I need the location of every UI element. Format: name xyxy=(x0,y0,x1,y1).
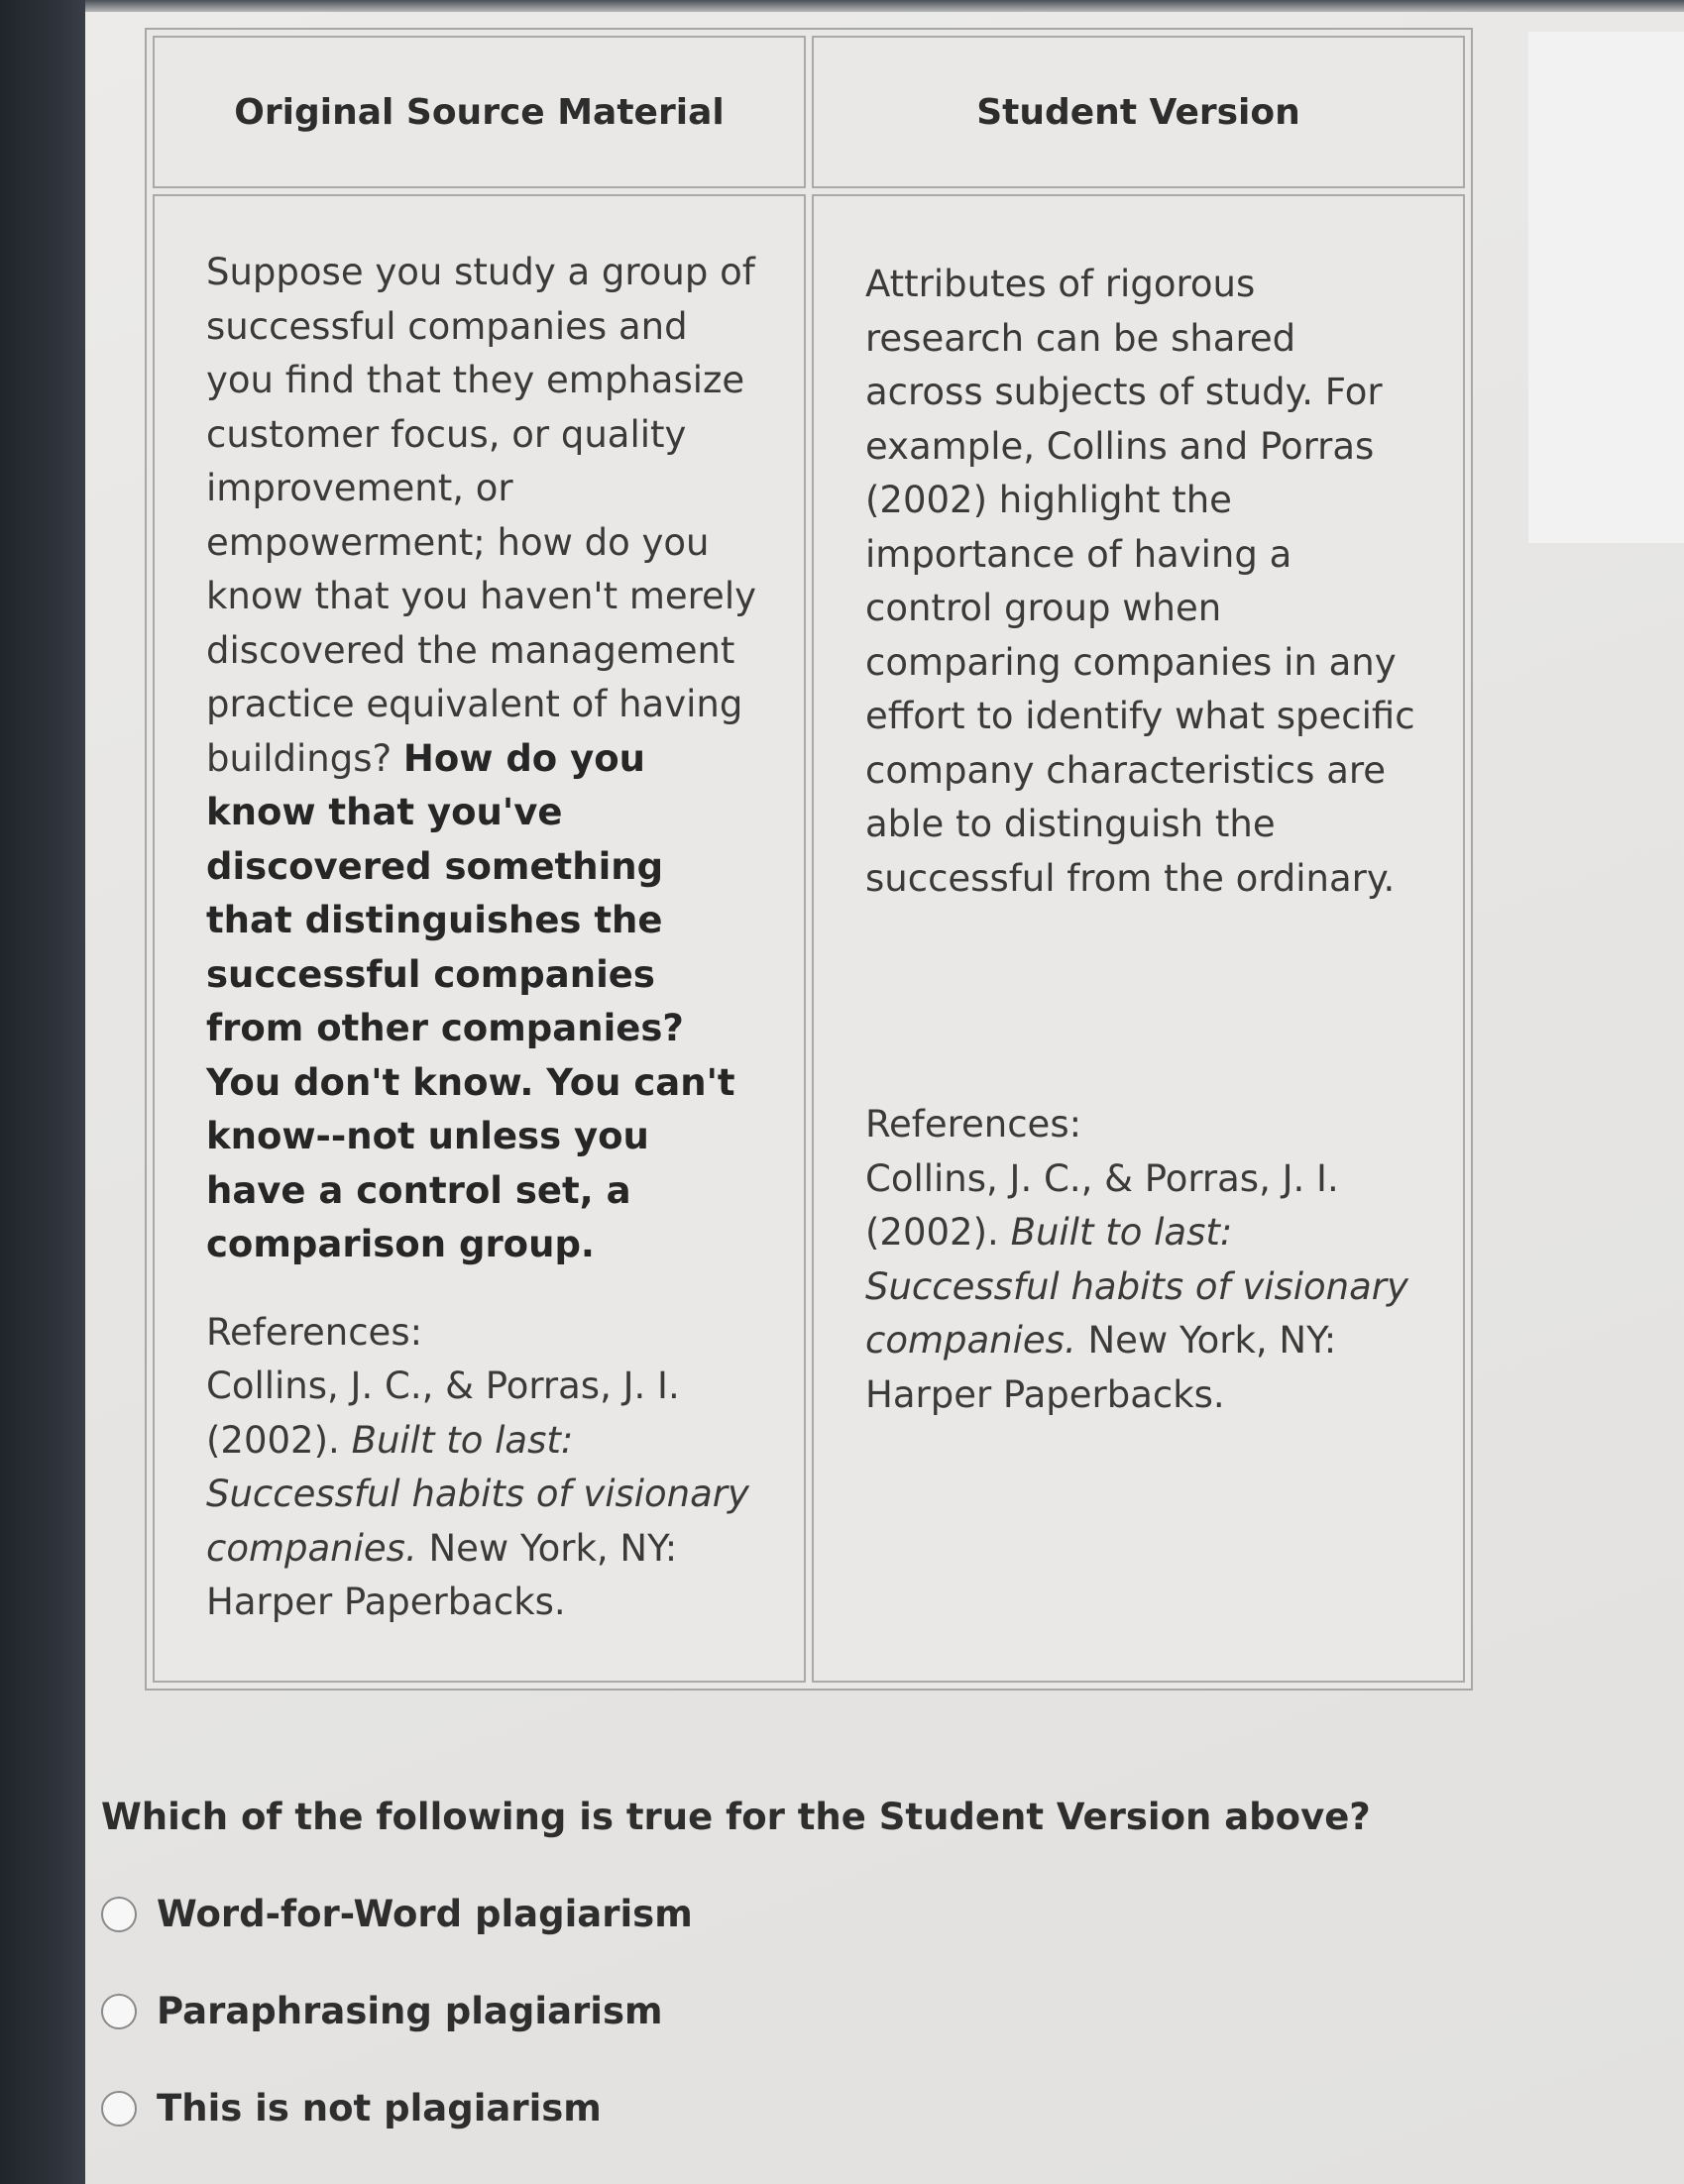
option-word-for-word[interactable] xyxy=(101,1893,693,1935)
option-paraphrasing[interactable] xyxy=(101,1990,663,2032)
radio-button[interactable] xyxy=(101,2091,137,2127)
question-prompt: Which of the following is true for the Student Version above? xyxy=(101,1796,1371,1838)
references-label: References: xyxy=(206,1310,423,1354)
citation-authors: Collins, J. C., & Porras, J. I. (2002). xyxy=(206,1365,680,1462)
citation-publisher: New York, NY: Harper Paperbacks. xyxy=(206,1526,678,1623)
student-text: Attributes of rigorous research can be shared across subjects of study. For example, Collins and Porras (2002) highlight the importance of having a control group when comparing companies in any effort to identify what specific company characteristics are able to distinguish the successful from the ordinary. xyxy=(865,263,1415,900)
monitor-bezel xyxy=(0,0,85,2184)
radio-button[interactable] xyxy=(101,1994,137,2029)
original-source-cell xyxy=(153,194,806,1683)
student-references xyxy=(865,1098,1415,1422)
option-label: Paraphrasing plagiarism xyxy=(157,1990,663,2032)
option-label: Word-for-Word plagiarism xyxy=(157,1893,693,1935)
header-original-source: Original Source Material xyxy=(153,36,806,188)
original-text-plain: Suppose you study a group of successful companies and you find that they emphasize customer focus, or quality improvement, or empowerment; how do you know that you haven't merely discovered the management practice equivalent of having buildings? xyxy=(206,251,756,780)
table-row xyxy=(153,194,1465,1683)
comparison-table xyxy=(145,28,1473,1691)
header-student-version: Student Version xyxy=(812,36,1465,188)
radio-button[interactable] xyxy=(101,1897,137,1932)
citation-title: Built to last: Successful habits of visionary companies. xyxy=(206,1418,749,1570)
side-panel xyxy=(1528,32,1684,543)
option-not-plagiarism[interactable] xyxy=(101,2087,602,2129)
citation-title: Built to last: Successful habits of visionary companies. xyxy=(865,1211,1408,1362)
original-references xyxy=(206,1306,756,1630)
option-label: This is not plagiarism xyxy=(157,2087,602,2129)
table-header-row xyxy=(153,36,1465,188)
quiz-page xyxy=(85,12,1684,2184)
citation-publisher: New York, NY: Harper Paperbacks. xyxy=(865,1319,1337,1416)
references-label: References: xyxy=(865,1103,1082,1146)
student-version-cell xyxy=(812,194,1465,1683)
citation-authors: Collins, J. C., & Porras, J. I. (2002). xyxy=(865,1156,1339,1254)
original-text-bold: How do you know that you've discovered something that distinguishes the successful companies from other companies? You don't know. You can't know--not unless you have a control set, a comparison group. xyxy=(206,736,735,1265)
